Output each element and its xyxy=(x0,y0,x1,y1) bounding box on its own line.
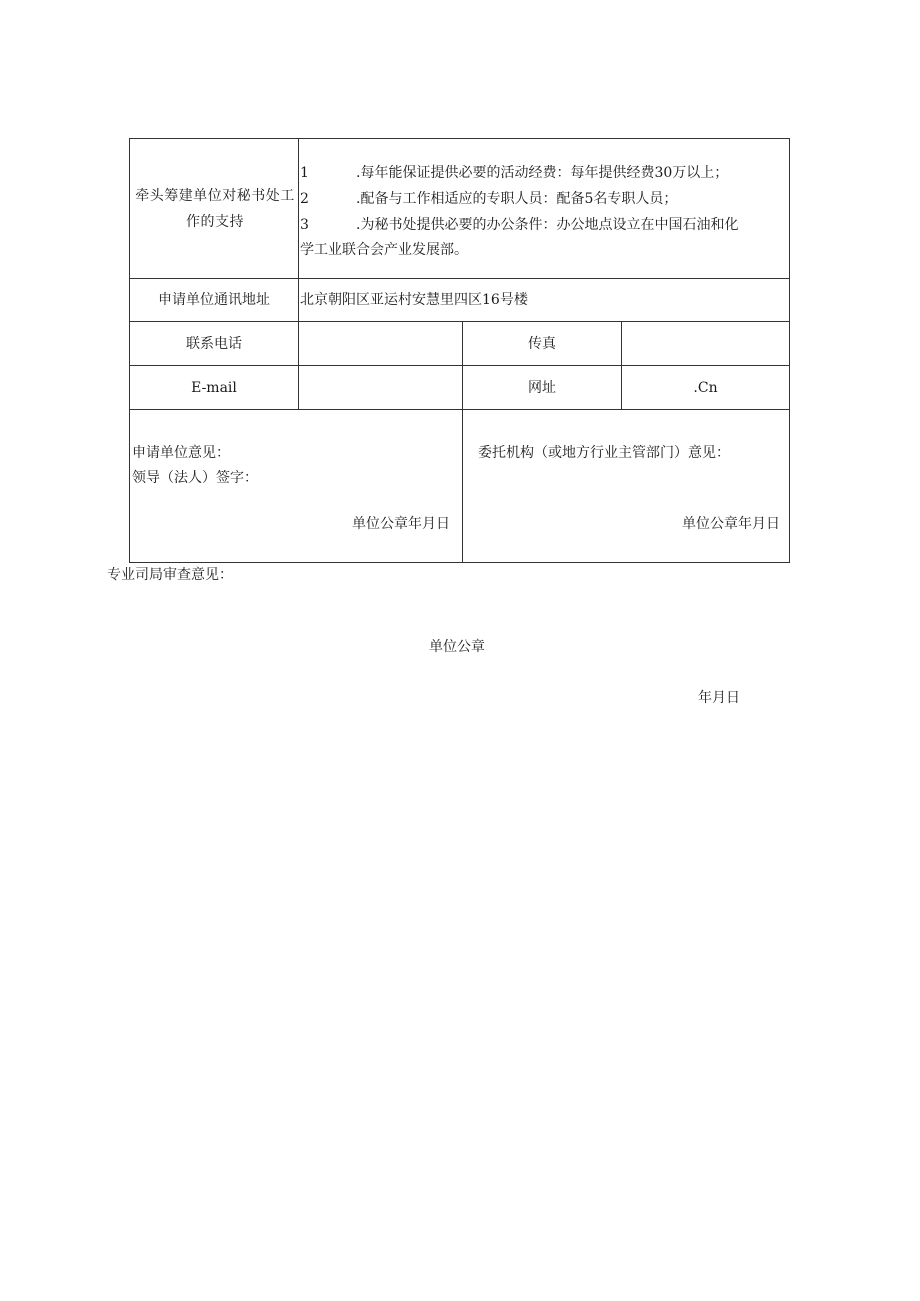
support-item-text: .为秘书处提供必要的办公条件：办公地点设立在中国石油和化 xyxy=(356,217,739,233)
email-label: E-mail xyxy=(191,379,237,396)
support-label: 牵头筹建单位对秘书处工作的支持 xyxy=(135,187,295,230)
website-value: .Cn xyxy=(693,379,718,396)
website-value-cell xyxy=(622,366,789,409)
address-label-cell xyxy=(130,279,298,321)
fax-label-cell xyxy=(463,322,621,365)
applicant-signature-label: 领导（法人）签字： xyxy=(132,470,258,486)
support-item-text: .配备与工作相适应的专职人员：配备5名专职人员； xyxy=(356,191,678,207)
email-value-cell[interactable] xyxy=(299,366,462,409)
email-label-cell xyxy=(130,366,298,409)
entrusted-seal-date: 单位公章年月日 xyxy=(682,516,780,532)
support-item-number: 3 xyxy=(300,217,309,233)
support-continuation: 学工业联合会产业发展部。 xyxy=(300,242,468,258)
website-label-cell xyxy=(463,366,621,409)
review-seal: 单位公章 xyxy=(429,639,485,655)
support-label-cell xyxy=(134,139,296,278)
address-value: 北京朝阳区亚运村安慧里四区16号楼 xyxy=(300,292,528,308)
address-label: 申请单位通讯地址 xyxy=(158,292,270,308)
applicant-opinion-title: 申请单位意见： xyxy=(132,445,230,461)
phone-label-cell xyxy=(130,322,298,365)
support-item-number: 2 xyxy=(300,191,309,207)
row-divider xyxy=(130,409,789,410)
phone-value-cell[interactable] xyxy=(299,322,462,365)
support-item-number: 1 xyxy=(300,165,309,181)
review-date: 年月日 xyxy=(698,690,740,706)
entrusted-opinion-title: 委托机构（或地方行业主管部门）意见： xyxy=(478,445,730,461)
phone-label: 联系电话 xyxy=(186,335,242,352)
fax-label: 传真 xyxy=(528,335,556,352)
review-opinion-title: 专业司局审查意见： xyxy=(107,567,233,583)
support-item-text: .每年能保证提供必要的活动经费：每年提供经费30万以上； xyxy=(356,165,729,181)
application-form-table xyxy=(129,138,790,563)
website-label: 网址 xyxy=(528,379,556,396)
fax-value-cell[interactable] xyxy=(622,322,789,365)
applicant-seal-date: 单位公章年月日 xyxy=(352,516,450,532)
